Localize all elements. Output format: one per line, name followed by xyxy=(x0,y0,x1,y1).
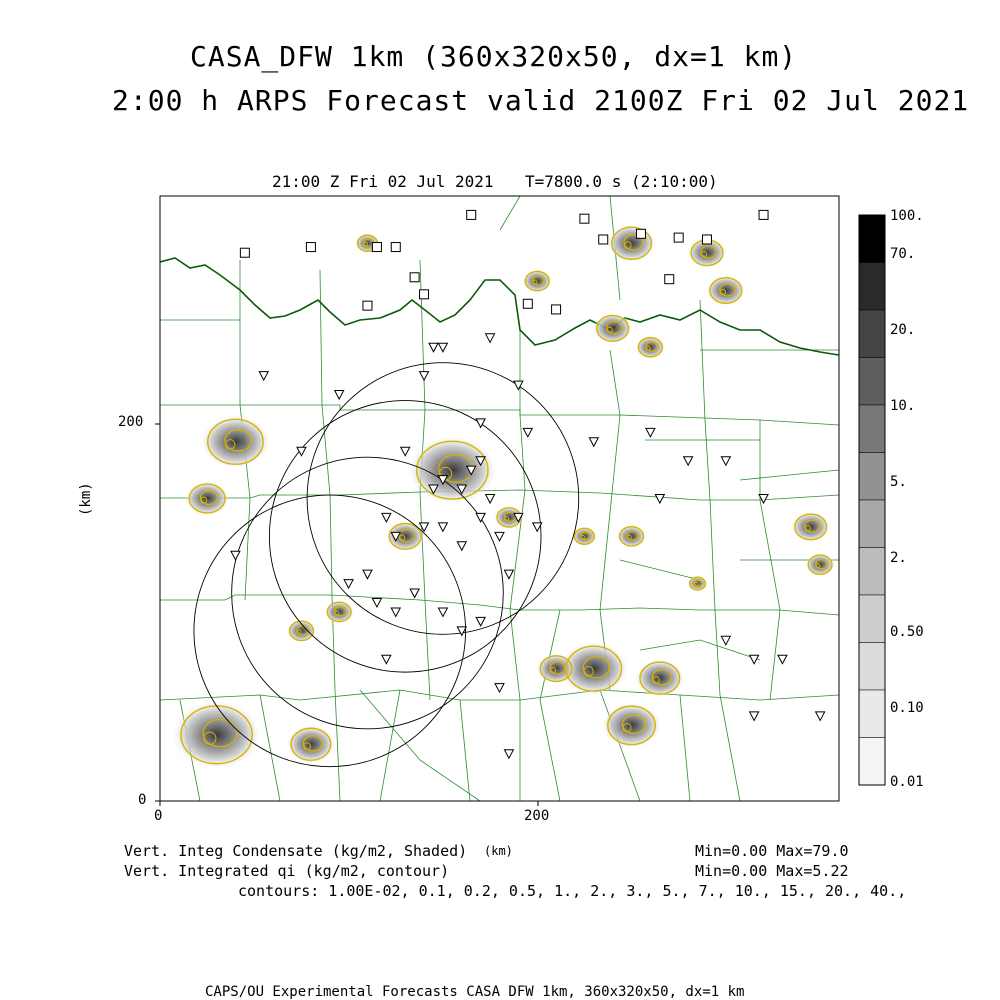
storm-cell xyxy=(201,415,270,468)
colorbar-segment xyxy=(859,643,885,691)
station-square-marker xyxy=(410,273,419,282)
station-square-marker xyxy=(240,248,249,257)
colorbar-label-0-50: 0.50 xyxy=(890,624,924,640)
station-square-marker xyxy=(580,214,589,223)
colorbar-segment xyxy=(859,595,885,643)
station-square-marker xyxy=(674,233,683,242)
footer-line-2-right: Min=0.00 Max=5.22 xyxy=(695,862,849,880)
station-square-marker xyxy=(391,243,400,252)
title-line-1: CASA_DFW 1km (360x320x50, dx=1 km) xyxy=(190,40,798,73)
storm-cell xyxy=(408,436,496,504)
colorbar-segment xyxy=(859,738,885,786)
station-square-marker xyxy=(306,243,315,252)
storm-cell xyxy=(172,701,260,769)
model-time: T=7800.0 s (2:10:00) xyxy=(525,172,718,191)
colorbar-label-5: 5. xyxy=(890,474,907,490)
station-square-marker xyxy=(363,301,372,310)
storm-cell xyxy=(602,703,661,748)
colorbar xyxy=(859,215,885,785)
colorbar-label-0-01: 0.01 xyxy=(890,774,924,790)
y-axis-label: (km) xyxy=(78,482,94,516)
colorbar-label-20: 20. xyxy=(890,322,916,338)
footer-x-axis-label: (km) xyxy=(484,844,513,858)
colorbar-segment xyxy=(859,263,885,311)
station-square-marker xyxy=(552,305,561,314)
footer-credits: CAPS/OU Experimental Forecasts CASA DFW 1km, 360x320x50, dx=1 km xyxy=(205,984,745,1000)
storm-cell xyxy=(593,313,632,343)
storm-cell xyxy=(607,224,656,262)
colorbar-segment xyxy=(859,358,885,406)
x-tick-200: 200 xyxy=(524,808,550,824)
colorbar-segment xyxy=(859,548,885,596)
station-square-marker xyxy=(636,229,645,238)
station-square-marker xyxy=(702,235,711,244)
y-tick-200: 200 xyxy=(118,414,144,430)
colorbar-segment xyxy=(859,310,885,358)
station-square-marker xyxy=(599,235,608,244)
colorbar-segment xyxy=(859,500,885,548)
station-square-marker xyxy=(467,210,476,219)
footer-contours: contours: 1.00E-02, 0.1, 0.2, 0.5, 1., 2., 3., 5., 7., 10., 15., 20., 40., xyxy=(238,882,907,900)
colorbar-label-100: 100. xyxy=(890,208,924,224)
colorbar-label-0-10: 0.10 xyxy=(890,700,924,716)
x-tick-0: 0 xyxy=(154,808,163,824)
storm-cell xyxy=(706,275,745,305)
footer-line-2-left: Vert. Integrated qi (kg/m2, contour) xyxy=(124,862,450,880)
y-tick-0: 0 xyxy=(138,792,147,808)
colorbar-segment xyxy=(859,453,885,501)
colorbar-segment xyxy=(859,405,885,453)
title-line-2: 2:00 h ARPS Forecast valid 2100Z Fri 02 Jul 2021 xyxy=(112,84,970,117)
storm-cell xyxy=(286,725,335,763)
station-square-marker xyxy=(420,290,429,299)
station-square-marker xyxy=(372,243,381,252)
valid-time: 21:00 Z Fri 02 Jul 2021 xyxy=(272,172,494,191)
station-square-marker xyxy=(759,210,768,219)
colorbar-label-70: 70. xyxy=(890,246,916,262)
station-square-marker xyxy=(523,299,532,308)
colorbar-segment xyxy=(859,690,885,738)
station-square-marker xyxy=(665,275,674,284)
colorbar-label-2: 2. xyxy=(890,550,907,566)
storm-cell xyxy=(386,521,425,551)
footer-line-1-left: Vert. Integ Condensate (kg/m2, Shaded) xyxy=(124,842,468,860)
colorbar-segment xyxy=(859,215,885,263)
storm-cell xyxy=(185,482,229,516)
colorbar-label-10: 10. xyxy=(890,398,916,414)
storm-cell xyxy=(635,659,684,697)
footer-line-1-right: Min=0.00 Max=79.0 xyxy=(695,842,849,860)
storm-cell xyxy=(791,512,830,542)
